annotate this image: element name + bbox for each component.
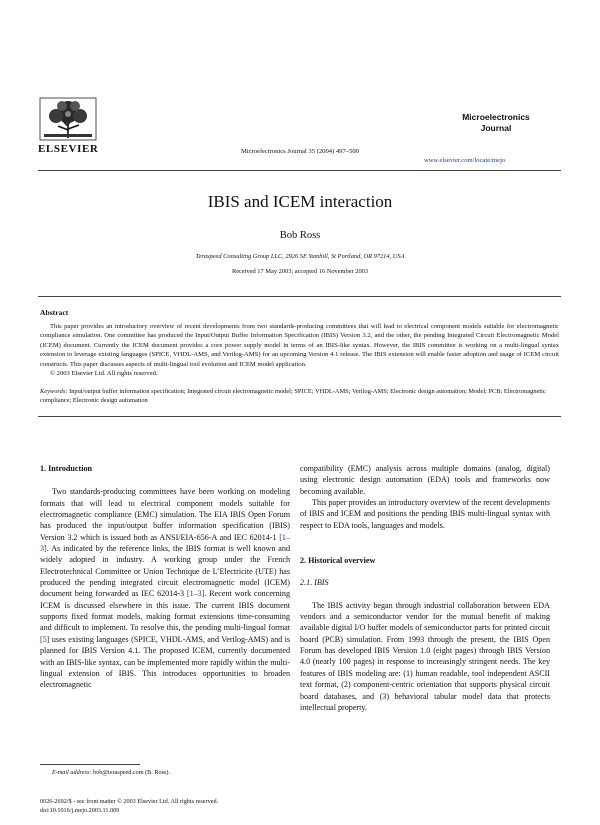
citation-link-5[interactable]: [5] [40, 634, 50, 644]
body-left-column [40, 463, 290, 691]
elsevier-tree-logo [38, 96, 98, 142]
author-name: Bob Ross [279, 230, 321, 241]
intro-text-part1: Two standards-producing committees have been working on modeling formats that will lead to electrical component models suitable for electromagnetic compliance (EMC) simulation. The EIA IBIS Open Forum has produced the input/output buffer information specification (IBIS) Version 3.2 which is issued both as ANSI/EIA-656-A and IEC 62014-1 [40, 487, 290, 542]
subsection-heading-ibis: 2.1. IBIS [300, 578, 329, 588]
issn-line: 0026-2692/$ - see front matter © 2003 Elsevier Ltd. All rights reserved. [40, 798, 219, 805]
citation-link-1-3[interactable]: [1–3] [40, 532, 290, 554]
email-label: E-mail address: [52, 769, 92, 776]
ibis-paragraph: The IBIS activity began through industrial collaboration between EDA vendors and a semiconductor vendor for the mutual benefit of making available digital I/O buffer models of semiconductor parts for printed circuit board (PCB) simulation. From 1993 through the present, the IBIS Open Forum has developed IBIS Version 1.0 (eight pages) through IBIS Version 4.0 (nearly 100 pages) in response to increasingly stringent needs. The key features of IBIS modeling are: (1) human readable, tool independent ASCII text format, (2) component-centric orientation that supports physical circuit board databases, and (3) behavioral tabular model data that protects intellectual property. [300, 600, 550, 712]
abstract-copyright: © 2003 Elsevier Ltd. All rights reserved. [50, 370, 158, 378]
abstract-heading: Abstract [40, 308, 69, 317]
journal-name-line1: Microelectronics [462, 112, 530, 122]
footnote-divider [40, 764, 140, 765]
email-address[interactable]: bob@teraspeed.com (B. Ross). [91, 769, 171, 776]
journal-name-line2: Journal [480, 123, 512, 133]
intro-text-part2: . As indicated by the reference links, the IBIS format is well known and widely adopted in industry. A working group under the French Electrotechnical Committee or Union Technique de L’Electricite (UTE) has produced the pending integrated circuit electromagnetic model (ICEM) document being forwarded as IEC 62014-3 [40, 544, 290, 599]
keywords [40, 387, 559, 406]
footnote-email [52, 769, 170, 776]
intro-paragraph [40, 486, 290, 690]
intro-text-part3: . Recent work concerning ICEM is discussed elsewhere in this issue. The current IBIS document supports fixed format models, making format extensions time-consuming and difficult to implement. To resolve this, the pending multi-lingual format [40, 589, 290, 633]
body-right-column [300, 463, 550, 713]
publisher-name: ELSEVIER [38, 143, 99, 155]
intro-continuation: compatibility (EMC) analysis across multiple domains (analog, digital) using electronic design automation (EDA) tools and frameworks now becoming available. [300, 464, 550, 496]
section-heading-historical-overview: 2. Historical overview [300, 556, 376, 566]
issn-doi-block [40, 797, 218, 815]
journal-logo-text [440, 112, 552, 134]
section-heading-introduction: 1. Introduction [40, 464, 93, 473]
abstract-bottom-divider [38, 416, 561, 417]
abstract-text: This paper provides an introductory overview of recent developments from two standards-producing committees that will lead to electrical component models suitable for electromagnetic compliance simulation. One committee has produced the Input/Output Buffer Information Specification (IBIS) Version 3.2, and the other, the pending Integrated Circuit Electromagnetic Model (ICEM) document. Currently the ICEM document provides a core power supply model in terms of an IBIS-like syntax. However, the IBIS committee is working on a multi-lingual syntax extension to leverage existing languages (SPICE, VHDL-AMS, and Verilog-AMS) for an upcoming Version 4.1 release. The IBIS extension will enable faster adoption and usage of ICEM circuit constructs. This paper discusses aspects of multi-lingual tool evolution and ICEM model application. [40, 323, 559, 368]
intro-text-part4: uses existing languages (SPICE, VHDL-AMS, and Verilog-AMS) and is planned for IBIS Version 4.1. The proposed ICEM, currently documented with an IBIS-like syntax, can be implemented more rapidly within the multi-lingual extension of IBIS. This introduces opportunities to broaden electromagnetic [40, 634, 290, 690]
article-title: IBIS and ICEM interaction [207, 192, 393, 211]
abstract-top-divider [38, 296, 561, 297]
journal-url-link[interactable]: www.elsevier.com/locate/mejo [424, 157, 506, 164]
keywords-list: Input/output buffer information specification; Integrated circuit electromagnetic model; SPICE; VHDL-AMS; Verilog-AMS; Electronic design automation; Model; PCB; Electromagnetic compliance; Electronic design automation [40, 388, 546, 405]
citation-link-1-3b[interactable]: [1–3] [186, 589, 205, 599]
journal-citation: Microelectronics Journal 35 (2004) 497–500 [241, 148, 359, 155]
received-dates: Received 17 May 2003; accepted 16 November 2003 [231, 268, 369, 275]
header-divider [38, 170, 561, 171]
intro-paragraph-2: This paper provides an introductory overview of the recent developments of IBIS and ICEM and positions the pending IBIS multi-lingual syntax with respect to EDA tools, languages and models. [300, 498, 550, 530]
abstract-body [40, 322, 559, 378]
author-affiliation: Teraspeed Consulting Group LLC, 2926 SE Yamhill, St Portland, OR 97214, USA [195, 253, 405, 260]
keywords-label: Keywords: [40, 388, 68, 395]
doi-line: doi:10.1016/j.mejo.2003.11.009 [40, 807, 120, 814]
